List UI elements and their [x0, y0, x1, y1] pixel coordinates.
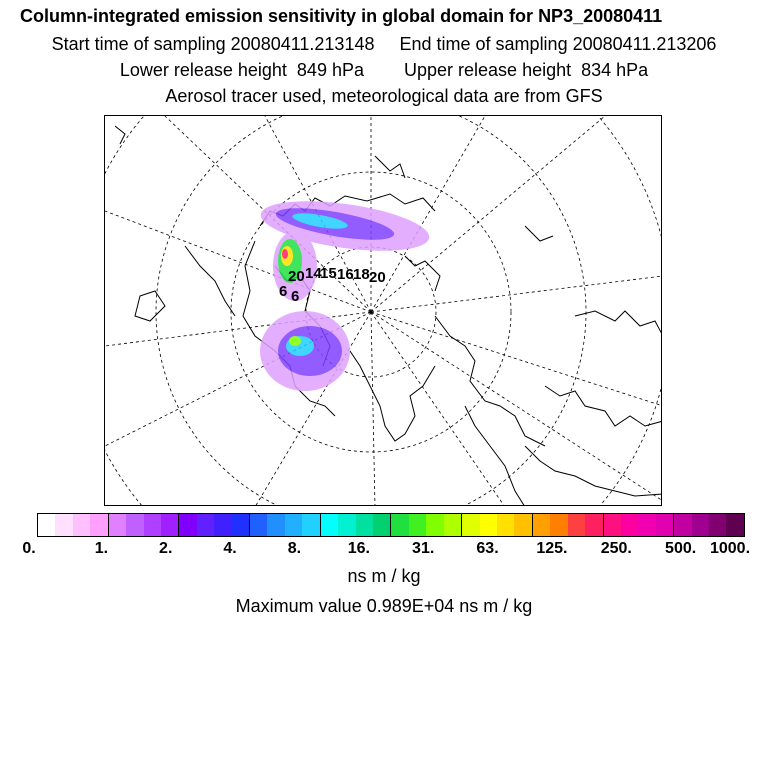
colorbar-cell — [709, 514, 726, 536]
colorbar-cell — [285, 514, 302, 536]
colorbar-cell — [480, 514, 497, 536]
trajectory-label: 20 — [369, 269, 386, 286]
colorbar-tick-label: 2. — [159, 540, 173, 557]
colorbar-tick-label: 125. — [536, 540, 568, 557]
colorbar-cell — [267, 514, 284, 536]
colorbar-cell — [73, 514, 90, 536]
colorbar-cell — [373, 514, 391, 536]
colorbar-cell — [321, 514, 338, 536]
colorbar-cell — [550, 514, 567, 536]
colorbar-tick-label: 16. — [347, 540, 370, 557]
colorbar-cell — [656, 514, 674, 536]
trajectory-label: 20 — [288, 268, 305, 285]
trajectory-label: 18 — [353, 266, 370, 283]
coastlines — [115, 126, 662, 506]
colorbar-tick-label: 4. — [223, 540, 237, 557]
upper-release-height: Upper release height 834 hPa — [404, 60, 649, 80]
colorbar-cell — [144, 514, 161, 536]
colorbar-cell — [161, 514, 179, 536]
trajectory-label: 15 — [320, 265, 337, 282]
colorbar-tick-label: 500. — [665, 540, 697, 557]
colorbar-cell — [55, 514, 72, 536]
colorbar-tick-label: 8. — [287, 540, 302, 557]
colorbar-cell — [338, 514, 355, 536]
sampling-times — [0, 34, 768, 55]
colorbar-cell — [514, 514, 532, 536]
colorbar-cell — [568, 514, 585, 536]
colorbar-cell — [462, 514, 479, 536]
colorbar-cell — [126, 514, 143, 536]
colorbar-cell — [179, 514, 196, 536]
trajectory-label: 16 — [337, 266, 354, 283]
colorbar-cell — [214, 514, 231, 536]
colorbar-cell — [497, 514, 514, 536]
end-time: End time of sampling 20080411.213206 — [399, 34, 717, 54]
colorbar-cell — [197, 514, 214, 536]
colorbar-cell — [302, 514, 320, 536]
graticule — [105, 116, 662, 506]
colorbar-tick-label: 1000. — [709, 540, 751, 557]
colorbar-cell — [109, 514, 126, 536]
colorbar-cell — [409, 514, 426, 536]
colorbar-tick-label: 0. — [22, 540, 36, 557]
plot-title: Column-integrated emission sensitivity in global domain for NP3_20080411 — [20, 6, 663, 26]
colorbar-cell — [391, 514, 408, 536]
maximum-value: Maximum value 0.989E+04 ns m / kg — [235, 596, 533, 616]
tracer-info: Aerosol tracer used, meteorological data are from GFS — [165, 86, 603, 106]
release-heights — [0, 60, 768, 81]
colorbar-cell — [250, 514, 267, 536]
colorbar-cell — [38, 514, 55, 536]
trajectory-label: 6 — [291, 288, 300, 305]
colorbar-cell — [604, 514, 621, 536]
colorbar-cell — [232, 514, 250, 536]
colorbar-cell — [426, 514, 443, 536]
colorbar-cell — [444, 514, 462, 536]
lower-release-height: Lower release height 849 hPa — [119, 60, 364, 80]
colorbar-cell — [621, 514, 638, 536]
start-time: Start time of sampling 20080411.213148 — [51, 34, 375, 54]
colorbar — [37, 513, 745, 537]
colorbar-cell — [533, 514, 550, 536]
colorbar-cell — [726, 514, 743, 536]
map-canvas — [105, 116, 662, 506]
polar-map — [104, 115, 662, 506]
colorbar-cell — [692, 514, 709, 536]
colorbar-tick-label: 31. — [412, 540, 435, 557]
colorbar-units: ns m / kg — [347, 566, 421, 586]
colorbar-cell — [356, 514, 373, 536]
colorbar-cell — [585, 514, 603, 536]
colorbar-tick-label: 63. — [476, 540, 499, 557]
colorbar-cell — [90, 514, 108, 536]
colorbar-cell — [674, 514, 691, 536]
trajectory-label: 14 — [305, 265, 322, 282]
colorbar-cell — [638, 514, 655, 536]
trajectory-label: 6 — [279, 283, 288, 300]
colorbar-tick-label: 250. — [600, 540, 632, 557]
colorbar-tick-label: 1. — [94, 540, 109, 557]
